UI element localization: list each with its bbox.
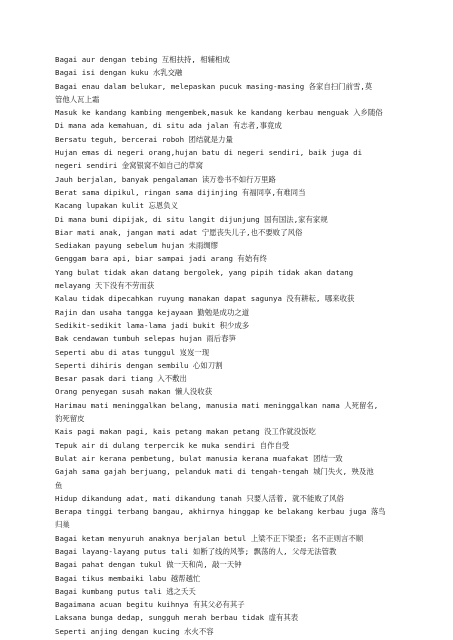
text-line: Hujan emas di negeri orang,hujan batu di negeri sendiri, baik juga di: [55, 148, 363, 158]
text-line: Yang bulat tidak akan datang bergolek, yang pipih tidak akan datang: [55, 267, 354, 277]
text-line: Bagai kumbang putus tali 逃之夭夭: [55, 586, 196, 596]
text-line: 管他人瓦上霜: [55, 94, 100, 104]
text-line: Bak cendawan tumbuh selepas hujan 雨后春笋: [55, 334, 236, 344]
text-line: Harimau mati meninggalkan belang, manusia mati meninggalkan nama 人死留名,: [55, 400, 379, 410]
text-line: Seperti abu di atas tunggul 岌岌一现: [55, 347, 210, 357]
text-line: Berat sama dipikul, ringan sama dijinjing 有福同享,有难同当: [55, 187, 306, 197]
text-line: Laksana bunga dedap, sungguh merah berbau tidak 虚有其表: [55, 613, 299, 623]
text-line: Rajin dan usaha tangga kejayaan 勤勉是成功之道: [55, 307, 250, 317]
text-line: Bagai layang-layang putus tali 如断了线的风筝; 飘荡的人, 父母无法管教: [55, 546, 337, 556]
text-line: Kalau tidak dipecahkan ruyung manakan dapat sagunya 没有耕耘, 哪来收获: [55, 294, 355, 304]
text-line: Hidup dikandung adat, mati dikandung tanah 只要人活着, 就不能败了风俗: [55, 493, 344, 503]
text-line: Bagai ketam menyuruh anaknya berjalan betul 上梁不正下梁歪; 名不正则言不顺: [55, 533, 364, 543]
text-line: Biar mati anak, jangan mati adat 宁愿丧失儿子,也不要败了风俗: [55, 227, 303, 237]
text-line: Besar pasak dari tiang 入不敷出: [55, 374, 187, 384]
text-line: Bagai tikus membaiki labu 越帮越忙: [55, 573, 201, 583]
text-line: Bagai isi dengan kuku 水乳交融: [55, 68, 183, 78]
text-line: 鱼: [55, 480, 63, 490]
text-line: Bulat air kerana pembetung, bulat manusia kerana muafakat 团结一致: [55, 453, 343, 463]
text-line: Jauh berjalan, banyak pengalaman 读万卷书不如行万里路: [55, 174, 276, 184]
text-line: Bagai enau dalam belukar, melepaskan pucuk masing-masing 各家自扫门前雪,莫: [55, 81, 373, 91]
text-line: Orang penyegan susah makan 懒人没收获: [55, 387, 213, 397]
text-line: melayang 天下没有不劳而获: [55, 281, 155, 291]
text-line: 豹死留皮: [55, 414, 85, 424]
text-line: Sediakan payung sebelum hujan 未雨绸缪: [55, 241, 219, 251]
proverb-list: [55, 53, 415, 638]
text-line: Berapa tinggi terbang bangau, akhirnya hinggap ke belakang kerbau juga 落鸟: [55, 507, 386, 517]
text-line: Bersatu teguh, bercerai roboh 团结就是力量: [55, 134, 233, 144]
text-line: Tepuk air di dulang terpercik ke muka sendiri 自作自受: [55, 440, 290, 450]
text-line: Seperti dihiris dengan sembilu 心如刀割: [55, 360, 223, 370]
text-line: Seperti anjing dengan kucing 水火不容: [55, 626, 214, 636]
text-line: Kais pagi makan pagi, kais petang makan petang 没工作就没饭吃: [55, 427, 316, 437]
text-line: Sedikit-sedikit lama-lama jadi bukit 积少成多: [55, 320, 250, 330]
text-line: negeri sendiri 金窝银窝不如自己的草窝: [55, 161, 204, 171]
text-line: Di mana ada kemahuan, di situ ada jalan 有志者,事竟成: [55, 121, 282, 131]
text-line: Masuk ke kandang kambing mengembek,masuk ke kandang kerbau menguak 入乡随俗: [55, 108, 383, 118]
text-line: Genggam bara api, biar sampai jadi arang 有始有终: [55, 254, 267, 264]
text-line: Bagai pahat dengan tukul 做一天和尚, 敲一天钟: [55, 560, 242, 570]
text-line: Bagaimana acuan begitu kuihnya 有其父必有其子: [55, 600, 245, 610]
text-line: Di mana bumi dipijak, di situ langit dijunjung 国有国法,家有家规: [55, 214, 328, 224]
text-line: Gajah sama gajah berjuang, pelanduk mati di tengah-tengah 城门失火, 殃及池: [55, 467, 374, 477]
text-line: Bagai aur dengan tebing 互相扶持, 相辅相成: [55, 55, 230, 64]
text-line: 归巢: [55, 520, 70, 530]
text-line: Kacang lupakan kulit 忘恩负义: [55, 201, 179, 211]
